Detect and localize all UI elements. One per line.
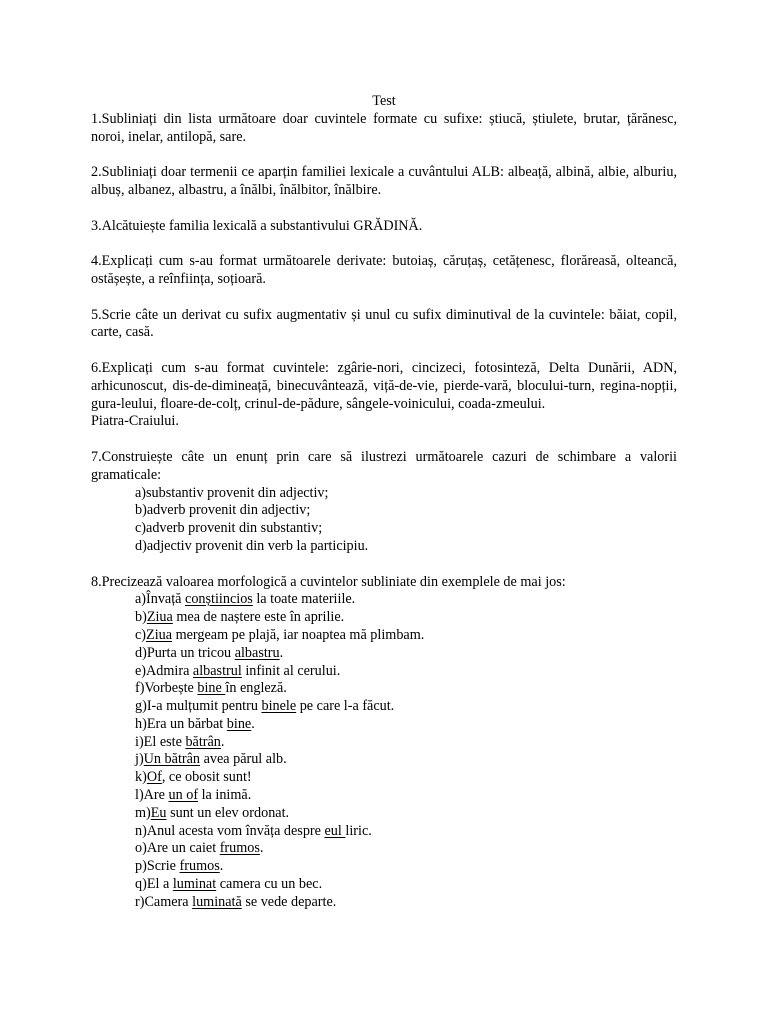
list-item: h)Era un bărbat bine. [135,715,255,732]
list-item: a)Învață conștiincios la toate materiile. [135,591,356,608]
question-1: 1.Subliniați din lista următoare doar cuvintele formate cu sufixe: știucă, știulete, brutar, țărănesc, noroi, inelar, antilopă, sare. [91,110,677,145]
underlined-word: Eu [150,804,167,821]
question-2: 2.Subliniați doar termenii ce aparțin familiei lexicale a cuvântului ALB: albeață, albină, albie, alburiu, albuș, albanez, albastru, a înălbi, înălbitor, înălbire. [91,164,677,198]
question-7-block [91,449,677,556]
underlined-word: Un bătrân [143,751,201,768]
list-item: q)El a luminat camera cu un bec. [135,876,323,893]
page-title: Test [372,93,396,109]
underlined-word: un of [168,787,199,804]
underlined-word: bine [197,680,226,697]
question-7: 7.Construiește câte un enunț prin care să ilustrezi următoarele cazuri de schimbare a valorii gramaticale: [91,448,677,483]
list-item: a)substantiv provenit din adjectiv; [135,484,329,501]
list-item: r)Camera luminată se vede departe. [135,893,337,910]
underlined-word: luminat [172,876,217,893]
list-item: c)adverb provenit din substantiv; [135,520,323,537]
question-6-block [91,360,677,431]
list-item: b)adverb provenit din adjectiv; [135,502,311,519]
list-item: i)El este bătrân. [135,733,225,750]
list-item: l)Are un of la inimă. [135,787,252,804]
question-6: 6.Explicați cum s-au format cuvintele: zgârie-nori, cincizeci, fotosinteză, Delta Dunării, ADN, arhicunoscut, dis-de-dimineață, binecuvântează, viță-de-vie, pierde-vară, blocului-turn, regina-nopții, gura-leului, floare-de-colț, crinul-de-pădure, sângele-voinicului, coada-zmeului. [91,359,677,412]
list-item: f)Vorbește bine în engleză. [135,680,287,697]
underlined-word: albastru [234,644,280,661]
underlined-word: eul [324,822,346,839]
list-item: e)Admira albastrul infinit al cerului. [135,662,341,679]
question-5: 5.Scrie câte un derivat cu sufix augmentativ și unul cu sufix diminutival de la cuvintele: băiat, copil, carte, casă. [91,306,677,341]
underlined-word: frumos [179,858,220,875]
underlined-word: frumos [219,840,260,857]
list-item: b)Ziua mea de naștere este în aprilie. [135,609,345,626]
underlined-word: bine [226,715,252,732]
list-item: d)adjectiv provenit din verb la participiu. [135,537,369,554]
list-item: o)Are un caiet frumos. [135,840,264,857]
question-8: 8.Precizează valoarea morfologică a cuvintelor subliniate din exemplele de mai jos: [91,573,566,590]
underlined-word: luminată [192,893,242,910]
question-3: 3.Alcătuiește familia lexicală a substantivului GRĂDINĂ. [91,217,423,234]
question-8-block [91,574,677,912]
list-item: m)Eu sunt un elev ordonat. [135,804,290,821]
list-item: k)Of, ce obosit sunt! [135,769,252,786]
underlined-word: Ziua [146,609,173,626]
question-6-extra: Piatra-Craiului. [91,413,179,430]
list-item: g)I-a mulțumit pentru binele pe care l-a făcut. [135,698,395,715]
underlined-word: Of [146,769,162,786]
underlined-word: Ziua [146,626,173,643]
question-4: 4.Explicați cum s-au format următoarele derivate: butoiaș, căruțaș, cetățenesc, florăreasă, olteancă, ostășește, a reînființa, soțioară. [91,253,677,287]
list-item: d)Purta un tricou albastru. [135,644,284,661]
underlined-word: albastrul [192,662,242,679]
list-item: p)Scrie frumos. [135,858,224,875]
list-item: n)Anul acesta vom învăța despre eul liric. [135,822,372,839]
list-item: c)Ziua mergeam pe plajă, iar noaptea mă plimbam. [135,626,425,643]
underlined-word: conștiincios [185,591,253,608]
underlined-word: binele [261,698,297,715]
underlined-word: bătrân [185,733,221,750]
list-item: j)Un bătrân avea părul alb. [135,751,287,768]
